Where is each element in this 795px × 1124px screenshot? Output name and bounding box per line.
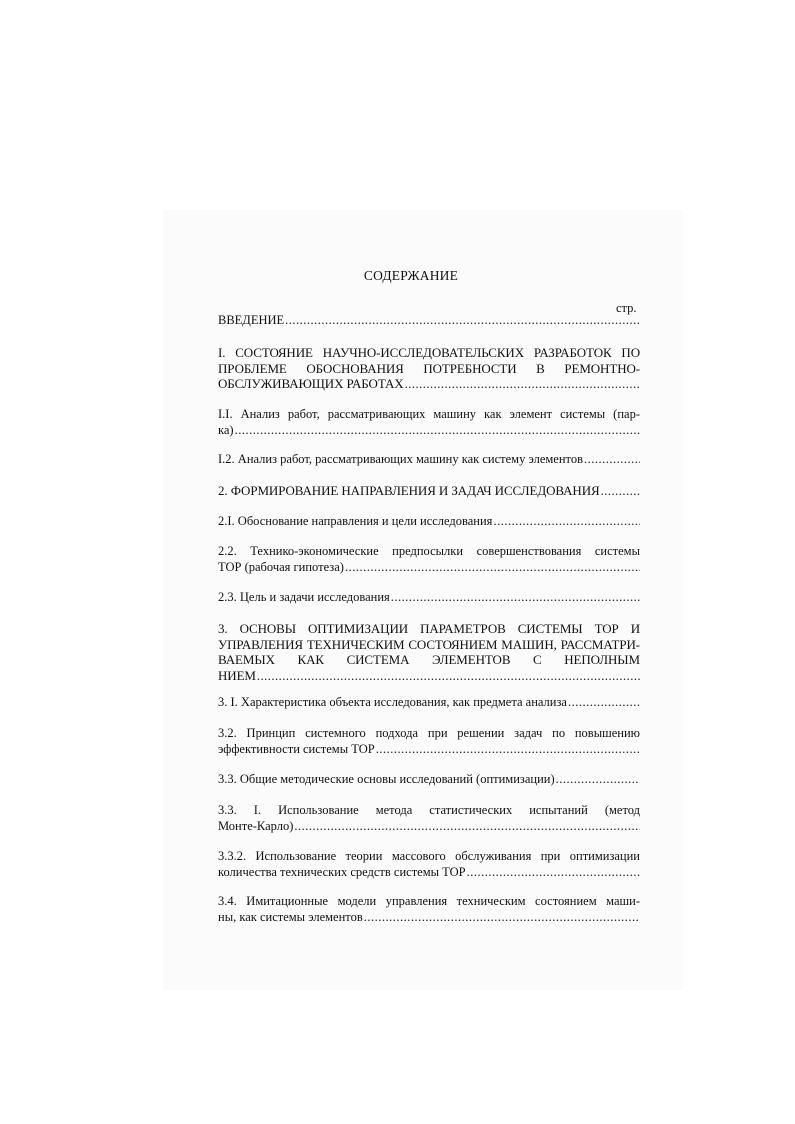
- toc-entry[interactable]: [218, 772, 640, 788]
- toc-entry-text: НИЕМ: [218, 667, 256, 683]
- toc-entry[interactable]: [218, 894, 640, 925]
- toc-entry-text: 3. ОСНОВЫ ОПТИМИЗАЦИИ ПАРАМЕТРОВ СИСТЕМЫ ТОР И: [218, 621, 640, 636]
- leader-dots: [568, 695, 640, 709]
- toc-entry-text: 2.3. Цель и задачи исследования: [218, 590, 390, 604]
- toc-entry-text: ТОР (рабочая гипотеза): [218, 559, 344, 574]
- toc-entry-text: УПРАВЛЕНИЯ ТЕХНИЧЕСКИМ СОСТОЯНИЕМ МАШИН, РАССМАТРИ-: [218, 636, 640, 652]
- toc-entry[interactable]: [218, 483, 640, 500]
- toc-entry[interactable]: [218, 695, 640, 711]
- toc-entry-text: ПРОБЛЕМЕ ОБОСНОВАНИЯ ПОТРЕБНОСТИ В РЕМОНТНО-: [218, 360, 640, 376]
- toc-entry[interactable]: [218, 345, 640, 393]
- toc-entry[interactable]: [218, 313, 640, 329]
- toc-entry-text: ВАЕМЫХ КАК СИСТЕМА ЭЛЕМЕНТОВ С НЕПОЛНЫМ: [218, 652, 640, 667]
- toc-entry[interactable]: [218, 590, 640, 606]
- toc-entry-text: эффективности системы ТОР: [218, 741, 375, 756]
- toc-entry[interactable]: [218, 803, 640, 834]
- toc-entry-text: количества технических средств системы ТОР: [218, 864, 466, 879]
- toc-entry-text: 3.2. Принцип системного подхода при решении задач по повышению: [218, 726, 640, 740]
- toc-entry-text: I. СОСТОЯНИЕ НАУЧНО-ИССЛЕДОВАТЕЛЬСКИХ РАЗРАБОТОК ПО: [218, 345, 640, 360]
- toc-entry-text: ны, как системы элементов: [218, 909, 363, 924]
- toc-entry-text: 2.2. Технико-экономические предпосылки совершенствования системы: [218, 544, 640, 558]
- leader-dots: [257, 669, 640, 683]
- toc-title: СОДЕРЖАНИЕ: [363, 268, 459, 283]
- toc-entry[interactable]: [218, 544, 640, 575]
- toc-entry-text: 2.I. Обоснование направления и цели исследования: [218, 514, 493, 528]
- toc-entry[interactable]: [218, 726, 640, 757]
- page-column-label: стр.: [616, 301, 637, 315]
- leader-dots: [556, 772, 640, 786]
- toc-entry-text: I.2. Анализ работ, рассматривающих машину как систему элементов: [218, 452, 583, 466]
- toc-entry[interactable]: [218, 452, 640, 468]
- toc-entry-text: I.I. Анализ работ, рассматривающих машину как элемент системы (пар-: [218, 407, 640, 421]
- leader-dots: [285, 313, 640, 327]
- toc-entry-text: ка): [218, 422, 234, 437]
- toc-entry-text: Монте-Карло): [218, 818, 294, 833]
- leader-dots: [235, 423, 640, 437]
- leader-dots: [493, 514, 640, 528]
- toc-entry[interactable]: [218, 514, 640, 530]
- leader-dots: [294, 819, 640, 833]
- toc-entry[interactable]: [218, 621, 640, 684]
- toc-entry-text: 3. I. Характеристика объекта исследования, как предмета анализа: [218, 695, 567, 709]
- toc-entry-text: ВВЕДЕНИЕ: [218, 313, 285, 327]
- toc-entry[interactable]: [218, 407, 640, 438]
- toc-entry[interactable]: [218, 849, 640, 880]
- leader-dots: [391, 590, 640, 604]
- leader-dots: [467, 865, 640, 879]
- toc-entry-text: 3.3. Общие методические основы исследований (оптимизации): [218, 772, 555, 786]
- toc-entry-text: 3.4. Имитационные модели управления техническим состоянием маши-: [218, 894, 640, 908]
- leader-dots: [345, 560, 640, 574]
- leader-dots: [364, 910, 640, 924]
- toc-entry-text: 3.3.2. Использование теории массового обслуживания при оптимизации: [218, 849, 640, 863]
- leader-dots: [405, 377, 640, 391]
- leader-dots: [601, 484, 640, 498]
- toc-entry-text: 2. ФОРМИРОВАНИЕ НАПРАВЛЕНИЯ И ЗАДАЧ ИССЛЕДОВАНИЯ: [218, 483, 600, 498]
- leader-dots: [376, 742, 640, 756]
- toc-entry-text: ОБСЛУЖИВАЮЩИХ РАБОТАХ: [218, 376, 404, 391]
- leader-dots: [584, 452, 640, 466]
- toc-entry-text: 3.3. I. Использование метода статистических испытаний (метод: [218, 803, 640, 817]
